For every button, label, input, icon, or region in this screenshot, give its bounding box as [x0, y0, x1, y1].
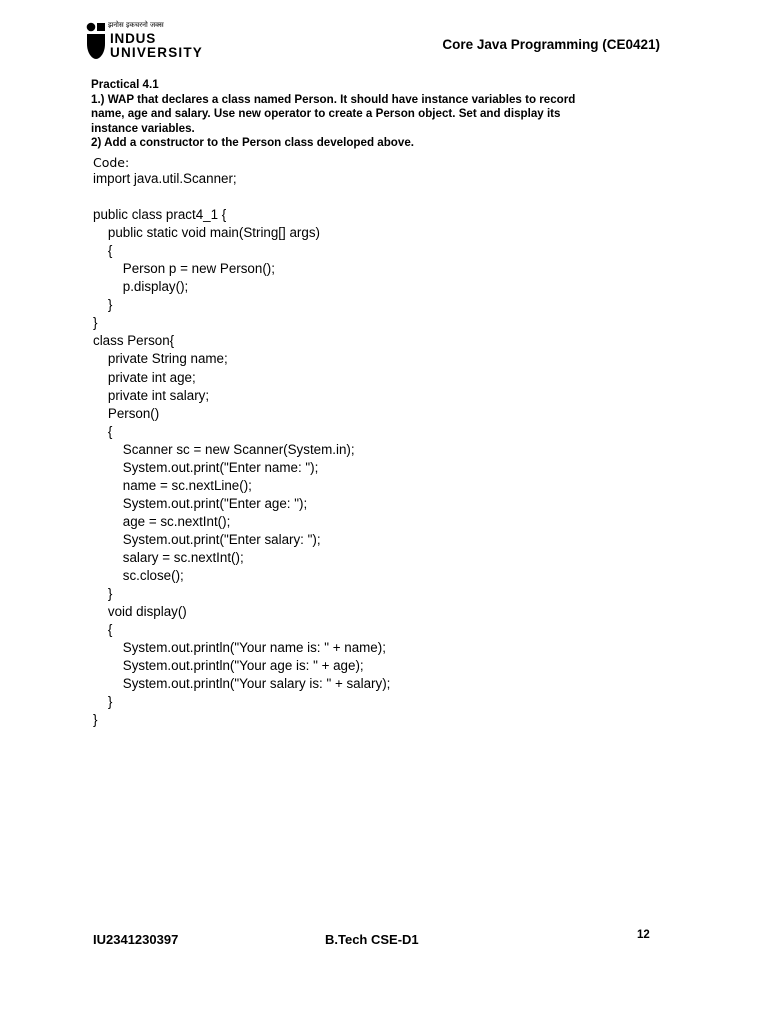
logo-wordmark [110, 32, 203, 60]
practical-title: Practical 4.1 [91, 78, 159, 91]
student-id: IU2341230397 [93, 932, 179, 947]
practical-question [91, 78, 661, 151]
question-line-4: 2) Add a constructor to the Person class developed above. [91, 136, 414, 150]
logo-tagline: झनोस इकचरनो जक्स [108, 21, 164, 29]
logo-mark-icon [86, 21, 106, 61]
course-title: Core Java Programming (CE0421) [442, 37, 660, 52]
code-label: Code: [93, 155, 130, 170]
class-name: B.Tech CSE-D1 [325, 932, 419, 947]
code-listing: import java.util.Scanner; public class pract4_1 { public static void main(String[] args) { Person p = new Person(); p.display(); } } class Person{ private String name; private int age; private int salary; Person() { Scanner sc = new Scanner(System.in); System.out.print("Enter name: "); name = sc.nextLine(); System.out.print("Enter age: "); age = sc.nextInt(); System.out.print("Enter salary: "); salary = sc.nextInt(); sc.close(); } void display() { System.out.println("Your name is: " + name); System.out.println("Your age is: " + age); System.out.println("Your salary is: " + salary); } } [93, 171, 391, 728]
logo-name-line1: INDUS [110, 31, 157, 46]
question-line-1: 1.) WAP that declares a class named Person. It should have instance variables to record [91, 92, 576, 106]
university-logo [86, 21, 226, 63]
question-line-2: name, age and salary. Use new operator to create a Person object. Set and display its [91, 107, 561, 121]
logo-name-line2: UNIVERSITY [110, 45, 204, 60]
question-line-3: instance variables. [91, 121, 195, 135]
page-number: 12 [637, 929, 650, 941]
